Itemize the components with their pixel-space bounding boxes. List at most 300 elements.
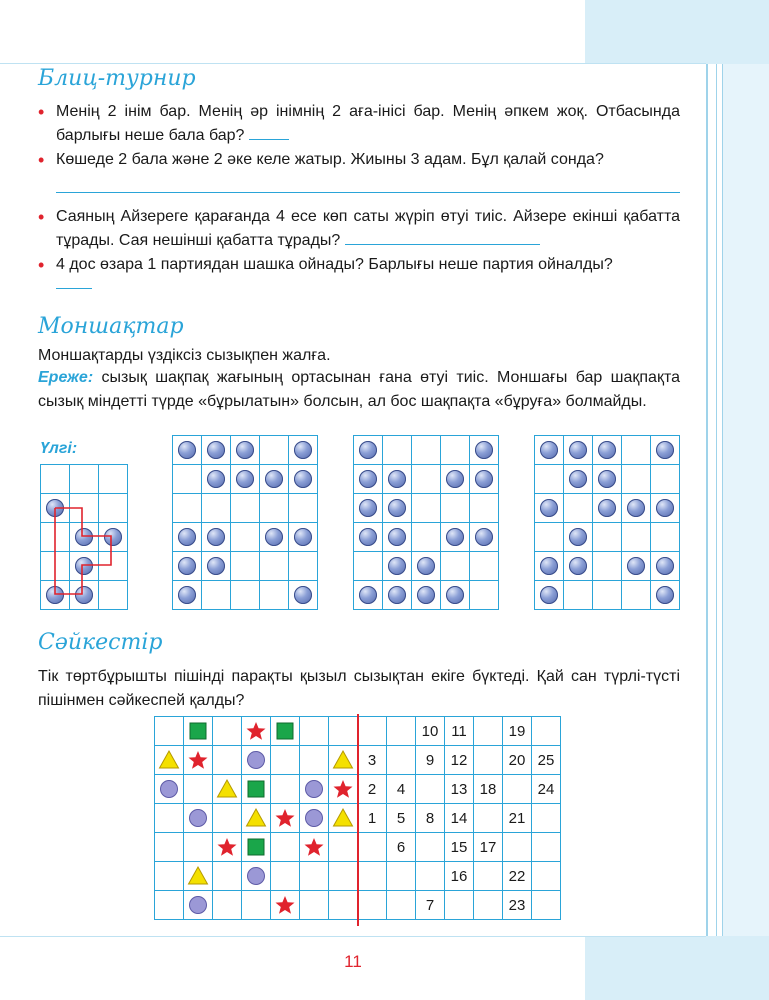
answer-line[interactable] — [56, 192, 680, 193]
bead-icon — [294, 470, 312, 488]
bead-icon — [446, 586, 464, 604]
bead-icon — [236, 470, 254, 488]
number-cell[interactable] — [358, 833, 387, 862]
shape-cell — [271, 717, 300, 746]
shape-cell — [271, 862, 300, 891]
grid-cell[interactable] — [173, 581, 202, 610]
matching-grid-wrap — [154, 716, 561, 920]
puzzle-grid-1-wrap — [172, 435, 318, 610]
answer-line[interactable] — [56, 288, 92, 289]
grid-cell[interactable] — [651, 436, 680, 465]
shape-cell — [184, 862, 213, 891]
bead-icon — [627, 499, 645, 517]
circle-icon — [187, 894, 209, 916]
sample-path — [40, 464, 130, 609]
bead-icon — [417, 557, 435, 575]
bead-icon — [598, 470, 616, 488]
shape-cell — [184, 717, 213, 746]
number-cell[interactable]: 21 — [503, 804, 532, 833]
number-cell[interactable] — [387, 862, 416, 891]
corner-decoration-top — [585, 0, 769, 64]
square-icon — [187, 720, 209, 742]
shape-cell — [155, 833, 184, 862]
grid-cell[interactable] — [535, 523, 564, 552]
circle-icon — [245, 865, 267, 887]
shape-cell — [242, 717, 271, 746]
grid-cell[interactable] — [470, 581, 499, 610]
number-cell[interactable]: 3 — [358, 746, 387, 775]
grid-cell[interactable] — [260, 552, 289, 581]
number-cell[interactable]: 2 — [358, 775, 387, 804]
circle-icon — [303, 807, 325, 829]
answer-blank[interactable] — [249, 125, 289, 140]
shape-cell — [271, 833, 300, 862]
number-cell[interactable]: 24 — [532, 775, 561, 804]
number-cell[interactable] — [387, 717, 416, 746]
bead-icon — [359, 499, 377, 517]
beads-rule: Ереже: сызық шақпақ жағының ортасынан ғана өтуі тиіс. Моншағы бар шақпақта сызық міндетті түрде «бұрылатын» болсын, ал бос шақпақта «бұруға» болмайды. — [38, 369, 680, 410]
bead-icon — [207, 441, 225, 459]
grid-cell[interactable] — [441, 436, 470, 465]
grid-cell[interactable] — [622, 465, 651, 494]
grid-cell[interactable] — [622, 436, 651, 465]
question-3: • Саяның Айзереге қарағанда 4 есе көп саты жүріп өтуі тиіс. Айзере екінші қабатта тұрады. Сая нешінші қабатта тұрады? — [38, 207, 680, 249]
grid-cell[interactable] — [383, 465, 412, 494]
shape-cell — [213, 717, 242, 746]
grid-cell[interactable] — [470, 552, 499, 581]
grid-cell[interactable] — [412, 552, 441, 581]
grid-cell[interactable] — [260, 523, 289, 552]
number-cell[interactable]: 4 — [387, 775, 416, 804]
bullet-icon: • — [38, 150, 45, 170]
grid-cell[interactable] — [470, 523, 499, 552]
grid-cell[interactable] — [383, 494, 412, 523]
grid-cell[interactable] — [470, 494, 499, 523]
grid-cell[interactable] — [535, 494, 564, 523]
number-cell[interactable] — [532, 717, 561, 746]
shape-cell — [155, 891, 184, 920]
bead-icon — [475, 441, 493, 459]
number-cell[interactable]: 15 — [445, 833, 474, 862]
bead-icon — [656, 499, 674, 517]
grid-cell[interactable] — [289, 436, 318, 465]
grid-cell[interactable] — [383, 552, 412, 581]
grid-cell[interactable] — [173, 523, 202, 552]
number-cell[interactable] — [532, 891, 561, 920]
shape-cell — [329, 862, 358, 891]
grid-cell[interactable] — [260, 465, 289, 494]
grid-cell[interactable] — [383, 436, 412, 465]
grid-cell[interactable] — [231, 552, 260, 581]
grid-cell[interactable] — [231, 523, 260, 552]
bead-icon — [656, 557, 674, 575]
number-cell[interactable]: 11 — [445, 717, 474, 746]
grid-cell[interactable] — [564, 523, 593, 552]
grid-cell[interactable] — [173, 494, 202, 523]
bead-icon — [359, 470, 377, 488]
bullet-icon: • — [38, 102, 45, 122]
grid-cell[interactable] — [564, 494, 593, 523]
bead-icon — [359, 528, 377, 546]
shape-cell — [300, 804, 329, 833]
star-icon — [303, 836, 325, 858]
shape-cell — [213, 862, 242, 891]
number-cell[interactable] — [445, 891, 474, 920]
grid-cell[interactable] — [535, 581, 564, 610]
grid-cell[interactable] — [535, 436, 564, 465]
bead-icon — [475, 470, 493, 488]
bead-icon — [446, 470, 464, 488]
page-number: 11 — [344, 952, 362, 971]
shape-cell — [271, 891, 300, 920]
shape-cell — [329, 717, 358, 746]
bead-icon — [656, 586, 674, 604]
shape-cell — [242, 833, 271, 862]
bead-icon — [236, 441, 254, 459]
grid-cell[interactable] — [202, 552, 231, 581]
grid-cell[interactable] — [622, 494, 651, 523]
shape-cell — [213, 746, 242, 775]
number-cell[interactable]: 16 — [445, 862, 474, 891]
bead-icon — [294, 528, 312, 546]
number-cell[interactable] — [474, 746, 503, 775]
shape-cell — [213, 775, 242, 804]
shape-cell — [300, 833, 329, 862]
grid-cell[interactable] — [289, 581, 318, 610]
shape-cell — [184, 775, 213, 804]
shape-cell — [155, 775, 184, 804]
shape-cell — [300, 746, 329, 775]
number-cell[interactable]: 8 — [416, 804, 445, 833]
shape-cell — [242, 891, 271, 920]
grid-cell[interactable] — [441, 523, 470, 552]
grid-cell[interactable] — [622, 552, 651, 581]
shape-cell — [300, 891, 329, 920]
number-cell[interactable]: 7 — [416, 891, 445, 920]
grid-cell[interactable] — [593, 494, 622, 523]
grid-cell[interactable] — [593, 581, 622, 610]
grid-cell[interactable] — [593, 436, 622, 465]
section-title-matching: Сәйкестір — [38, 630, 163, 655]
grid-cell[interactable] — [593, 552, 622, 581]
circle-icon — [245, 749, 267, 771]
circle-icon — [158, 778, 180, 800]
shape-cell — [155, 862, 184, 891]
shape-cell — [271, 775, 300, 804]
bead-icon — [540, 499, 558, 517]
grid-cell[interactable] — [202, 523, 231, 552]
number-cell[interactable]: 22 — [503, 862, 532, 891]
number-cell[interactable]: 18 — [474, 775, 503, 804]
triangle-icon — [216, 778, 238, 800]
bead-icon — [656, 441, 674, 459]
grid-cell[interactable] — [535, 552, 564, 581]
bead-icon — [569, 470, 587, 488]
question-1: • Менің 2 інім бар. Менің әр інімнің 2 аға-інісі бар. Менің әпкем жоқ. Отбасында барлығы неше бала бар? — [38, 102, 680, 144]
circle-icon — [303, 778, 325, 800]
shape-cell — [213, 833, 242, 862]
grid-cell[interactable] — [354, 436, 383, 465]
bead-icon — [569, 528, 587, 546]
grid-cell[interactable] — [173, 552, 202, 581]
bead-icon — [178, 528, 196, 546]
bead-icon — [294, 441, 312, 459]
number-cell[interactable] — [416, 833, 445, 862]
grid-cell[interactable] — [564, 436, 593, 465]
number-cell[interactable] — [358, 891, 387, 920]
number-cell[interactable] — [474, 717, 503, 746]
number-cell[interactable]: 13 — [445, 775, 474, 804]
grid-cell[interactable] — [289, 552, 318, 581]
grid-cell[interactable] — [231, 494, 260, 523]
number-cell[interactable] — [416, 862, 445, 891]
number-cell[interactable]: 10 — [416, 717, 445, 746]
triangle-icon — [158, 749, 180, 771]
shape-cell — [300, 775, 329, 804]
bullet-icon: • — [38, 255, 45, 275]
grid-cell[interactable] — [289, 494, 318, 523]
bead-icon — [359, 441, 377, 459]
grid-cell[interactable] — [470, 465, 499, 494]
triangle-icon — [245, 807, 267, 829]
divider — [0, 936, 706, 937]
triangle-icon — [332, 749, 354, 771]
grid-cell[interactable] — [535, 465, 564, 494]
star-icon — [216, 836, 238, 858]
bead-icon — [178, 586, 196, 604]
grid-cell[interactable] — [354, 552, 383, 581]
number-cell[interactable] — [532, 833, 561, 862]
shape-cell — [155, 804, 184, 833]
bead-icon — [598, 499, 616, 517]
puzzle-grid-2 — [353, 435, 499, 610]
bead-icon — [388, 528, 406, 546]
bead-icon — [178, 557, 196, 575]
star-icon — [187, 749, 209, 771]
grid-cell[interactable] — [441, 581, 470, 610]
number-cell[interactable] — [387, 746, 416, 775]
number-cell[interactable]: 17 — [474, 833, 503, 862]
puzzle-grid-1 — [172, 435, 318, 610]
number-cell[interactable]: 25 — [532, 746, 561, 775]
grid-cell[interactable] — [412, 523, 441, 552]
triangle-icon — [332, 807, 354, 829]
bead-icon — [540, 586, 558, 604]
square-icon — [245, 778, 267, 800]
bead-icon — [569, 441, 587, 459]
grid-cell[interactable] — [354, 523, 383, 552]
puzzle-grid-2-wrap — [353, 435, 499, 610]
grid-cell[interactable] — [231, 581, 260, 610]
number-cell[interactable]: 1 — [358, 804, 387, 833]
rule-label: Ереже: — [38, 369, 94, 386]
bead-icon — [388, 499, 406, 517]
answer-blank[interactable] — [345, 230, 540, 245]
shape-cell — [300, 862, 329, 891]
number-cell[interactable]: 12 — [445, 746, 474, 775]
bead-icon — [417, 586, 435, 604]
star-icon — [274, 894, 296, 916]
grid-cell[interactable] — [289, 523, 318, 552]
number-cell[interactable] — [532, 862, 561, 891]
question-2: • Көшеде 2 бала және 2 әке келе жатыр. Жиыны 3 адам. Бұл қалай сонда? — [38, 150, 604, 170]
number-cell[interactable]: 9 — [416, 746, 445, 775]
shape-cell — [242, 804, 271, 833]
number-cell[interactable] — [503, 775, 532, 804]
bead-icon — [627, 557, 645, 575]
puzzle-grid-3 — [534, 435, 680, 610]
grid-cell[interactable] — [651, 465, 680, 494]
star-icon — [332, 778, 354, 800]
grid-cell[interactable] — [202, 465, 231, 494]
number-cell[interactable]: 23 — [503, 891, 532, 920]
question-4: • 4 дос өзара 1 партиядан шашка ойнады? Барлығы неше партия ойналды? — [38, 255, 613, 275]
grid-cell[interactable] — [231, 436, 260, 465]
bead-icon — [207, 557, 225, 575]
puzzle-grid-3-wrap — [534, 435, 680, 610]
bead-icon — [265, 470, 283, 488]
shape-cell — [329, 804, 358, 833]
bead-icon — [569, 557, 587, 575]
shape-cell — [329, 746, 358, 775]
shape-cell — [155, 717, 184, 746]
grid-cell[interactable] — [173, 465, 202, 494]
number-cell[interactable] — [474, 804, 503, 833]
bead-icon — [388, 557, 406, 575]
grid-cell[interactable] — [383, 581, 412, 610]
number-cell[interactable]: 6 — [387, 833, 416, 862]
grid-cell[interactable] — [202, 436, 231, 465]
shape-cell — [184, 746, 213, 775]
grid-cell[interactable] — [441, 552, 470, 581]
grid-cell[interactable] — [470, 436, 499, 465]
grid-cell[interactable] — [412, 465, 441, 494]
shape-cell — [271, 746, 300, 775]
sample-label: Үлгі: — [40, 440, 78, 457]
grid-cell[interactable] — [622, 523, 651, 552]
grid-cell[interactable] — [564, 465, 593, 494]
number-cell[interactable] — [358, 862, 387, 891]
bead-icon — [178, 441, 196, 459]
grid-cell[interactable] — [412, 436, 441, 465]
shape-cell — [300, 717, 329, 746]
section-title-blitz: Блиц-турнир — [38, 66, 196, 91]
bead-icon — [207, 470, 225, 488]
bead-icon — [265, 528, 283, 546]
grid-cell[interactable] — [441, 494, 470, 523]
bead-icon — [475, 528, 493, 546]
grid-cell[interactable] — [354, 465, 383, 494]
bead-icon — [540, 441, 558, 459]
grid-cell[interactable] — [441, 465, 470, 494]
grid-cell[interactable] — [202, 581, 231, 610]
grid-cell[interactable] — [173, 436, 202, 465]
grid-cell[interactable] — [593, 523, 622, 552]
matching-question: Тік төртбұрышты пішінді парақты қызыл сызықтан екіге бүктеді. Қай сан түрлі-түсті пішінмен сәйкеспей қалды? — [38, 668, 680, 709]
shape-cell — [329, 891, 358, 920]
grid-cell[interactable] — [593, 465, 622, 494]
bead-icon — [294, 586, 312, 604]
grid-cell[interactable] — [564, 552, 593, 581]
fold-line — [357, 714, 359, 926]
number-cell[interactable] — [416, 775, 445, 804]
square-icon — [274, 720, 296, 742]
grid-cell[interactable] — [651, 494, 680, 523]
bead-icon — [540, 557, 558, 575]
bead-icon — [446, 528, 464, 546]
margin-decoration — [723, 64, 769, 936]
grid-cell[interactable] — [564, 581, 593, 610]
number-cell[interactable]: 14 — [445, 804, 474, 833]
star-icon — [274, 807, 296, 829]
grid-cell[interactable] — [651, 552, 680, 581]
grid-cell[interactable] — [289, 465, 318, 494]
sample-grid-wrap — [40, 464, 128, 610]
bead-icon — [359, 586, 377, 604]
grid-cell[interactable] — [412, 581, 441, 610]
bead-icon — [207, 528, 225, 546]
bead-icon — [598, 441, 616, 459]
grid-cell[interactable] — [651, 523, 680, 552]
shape-cell — [329, 833, 358, 862]
section-title-beads: Моншақтар — [38, 314, 184, 339]
grid-cell[interactable] — [260, 581, 289, 610]
shape-cell — [184, 804, 213, 833]
shape-cell — [184, 833, 213, 862]
number-cell[interactable] — [474, 891, 503, 920]
bead-icon — [388, 586, 406, 604]
bullet-icon: • — [38, 207, 45, 227]
margin-line — [716, 64, 717, 936]
triangle-icon — [187, 865, 209, 887]
shape-cell — [242, 775, 271, 804]
number-cell[interactable] — [532, 804, 561, 833]
grid-cell[interactable] — [260, 494, 289, 523]
shape-cell — [155, 746, 184, 775]
number-cell[interactable] — [503, 833, 532, 862]
grid-cell[interactable] — [202, 494, 231, 523]
grid-cell[interactable] — [231, 465, 260, 494]
number-cell[interactable]: 20 — [503, 746, 532, 775]
bead-icon — [388, 470, 406, 488]
grid-cell[interactable] — [383, 523, 412, 552]
shape-cell — [271, 804, 300, 833]
shape-cell — [242, 862, 271, 891]
margin-line — [722, 64, 723, 936]
number-cell[interactable]: 19 — [503, 717, 532, 746]
square-icon — [245, 836, 267, 858]
grid-cell[interactable] — [260, 436, 289, 465]
star-icon — [245, 720, 267, 742]
shape-cell — [329, 775, 358, 804]
shape-cell — [213, 804, 242, 833]
grid-cell[interactable] — [412, 494, 441, 523]
grid-cell[interactable] — [354, 494, 383, 523]
margin-line — [706, 64, 708, 936]
grid-cell[interactable] — [651, 581, 680, 610]
grid-cell[interactable] — [354, 581, 383, 610]
shape-cell — [242, 746, 271, 775]
number-cell[interactable] — [474, 862, 503, 891]
number-cell[interactable] — [358, 717, 387, 746]
number-cell[interactable]: 5 — [387, 804, 416, 833]
beads-intro: Моншақтарды үздіксіз сызықпен жалға. — [38, 347, 331, 364]
shape-cell — [184, 891, 213, 920]
grid-cell[interactable] — [622, 581, 651, 610]
shape-cell — [213, 891, 242, 920]
number-cell[interactable] — [387, 891, 416, 920]
circle-icon — [187, 807, 209, 829]
